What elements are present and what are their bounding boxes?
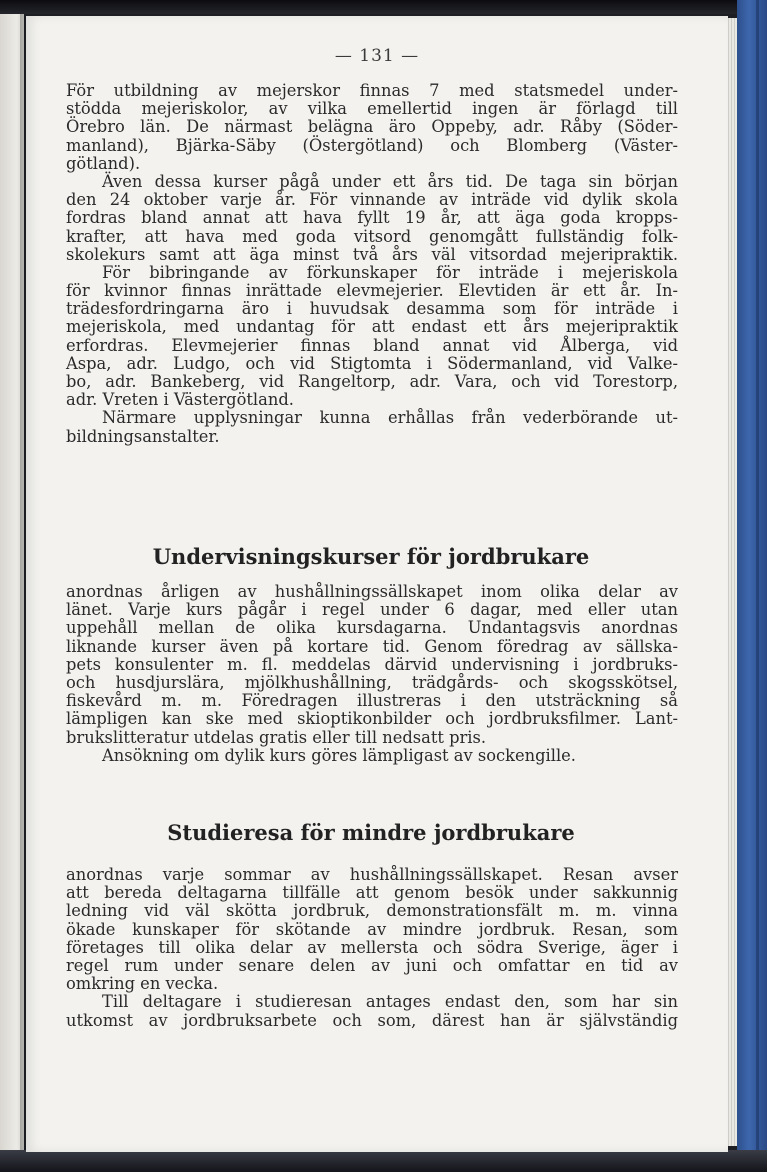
text-line: brukslitteratur utdelas gratis eller till nedsatt pris.: [66, 727, 487, 747]
text-line: adr. Vreten i Västergötland.: [66, 390, 294, 410]
heading-studieresa: Studieresa för mindre jordbrukare: [167, 820, 575, 845]
text-line: fiskevård m. m. Föredragen illustreras i den utsträckning så: [66, 691, 678, 711]
text-line: den 24 oktober varje år. För vinnande av inträde vid dylik skola: [66, 190, 678, 210]
text-line: ökade kunskaper för skötande av mindre jordbruk. Resan, som: [66, 919, 678, 939]
text-line: Även dessa kurser pågå under ett års tid. De taga sin början: [102, 171, 678, 191]
text-line: anordnas årligen av hushållningssällskapet inom olika delar av: [66, 582, 678, 601]
text-line: erfordras. Elevmejerier finnas bland annat vid Ålberga, vid: [66, 335, 678, 355]
text-line: Aspa, adr. Ludgo, och vid Stigtomta i Södermanland, vid Valke-: [66, 353, 678, 373]
dark-background-bottom: [0, 1150, 767, 1172]
text-line: stödda mejeriskolor, av vilka emellertid ingen är förlagd till: [66, 99, 678, 119]
book-page: [26, 16, 728, 1152]
text-line: fordras bland annat att hava fyllt 19 år, att äga goda kropps-: [66, 208, 678, 228]
text-line: för kvinnor finnas inrättade elevmejerier. Elevtiden är ett år. In-: [66, 281, 678, 301]
text-line: att bereda deltagarna tillfälle att genom besök under sakkunnig: [66, 883, 678, 903]
section-mejerskor: [66, 82, 678, 446]
text-line: pets konsulenter m. fl. meddelas därvid undervisning i jordbruks-: [66, 654, 678, 674]
text-line: bildningsanstalter.: [66, 426, 220, 446]
text-line: Närmare upplysningar kunna erhållas från vederbörande ut-: [102, 408, 678, 428]
section-undervisningskurser: [66, 583, 678, 765]
text-line: länet. Varje kurs pågår i regel under 6 dagar, med eller utan: [66, 600, 678, 620]
text-line: liknande kurser även på kortare tid. Genom föredrag av sällska-: [66, 636, 678, 656]
text-line: ledning vid väl skötta jordbruk, demonstrationsfält m. m. vinna: [66, 901, 678, 921]
text-line: omkring en vecka.: [66, 974, 219, 994]
text-line: För bibringande av förkunskaper för inträde i mejeriskola: [102, 262, 678, 282]
text-line: anordnas varje sommar av hushållningssällskapet. Resan avser: [66, 865, 678, 884]
text-line: regel rum under senare delen av juni och omfattar en tid av: [66, 955, 678, 975]
section-studieresa: [66, 866, 678, 1030]
text-line: manland), Bjärka-Säby (Östergötland) och Blomberg (Väster-: [66, 135, 678, 155]
text-line: götland).: [66, 153, 141, 173]
text-line: bo, adr. Bankeberg, vid Rangeltorp, adr. Vara, och vid Torestorp,: [66, 372, 678, 391]
text-line: uppehåll mellan de olika kursdagarna. Undantagsvis anordnas: [66, 618, 678, 638]
text-line: Ansökning om dylik kurs göres lämpligast av sockengille.: [102, 745, 576, 765]
page-number: — 131 —: [334, 46, 420, 66]
text-line: skolekurs samt att äga minst två års väl vitsordad mejeripraktik.: [66, 244, 678, 264]
text-line: och husdjurslära, mjölkhushållning, trädgårds- och skogsskötsel,: [66, 672, 678, 692]
text-line: Till deltagare i studieresan antages endast den, som har sin: [102, 992, 678, 1012]
text-line: krafter, att hava med goda vitsord genomgått fullständig folk-: [66, 226, 678, 246]
heading-undervisningskurser: Undervisningskurser för jordbrukare: [152, 544, 590, 569]
text-line: För utbildning av mejerskor finnas 7 med statsmedel under-: [66, 81, 678, 100]
text-line: utkomst av jordbruksarbete och som, därest han är självständig: [66, 1010, 678, 1030]
text-line: mejeriskola, med undantag för att endast ett års mejeripraktik: [66, 317, 678, 337]
text-line: företages till olika delar av mellersta och södra Sverige, äger i: [66, 937, 678, 957]
dark-background-top: [0, 0, 767, 14]
book-cover-edge: [737, 0, 767, 1172]
text-line: lämpligen kan ske med skioptikonbilder och jordbruksfilmer. Lant-: [66, 709, 678, 729]
cover-stripe: [756, 0, 759, 1172]
text-line: trädesfordringarna äro i huvudsak desamma som för inträde i: [66, 299, 678, 319]
text-line: Örebro län. De närmast belägna äro Oppeby, adr. Råby (Söder-: [66, 117, 678, 137]
